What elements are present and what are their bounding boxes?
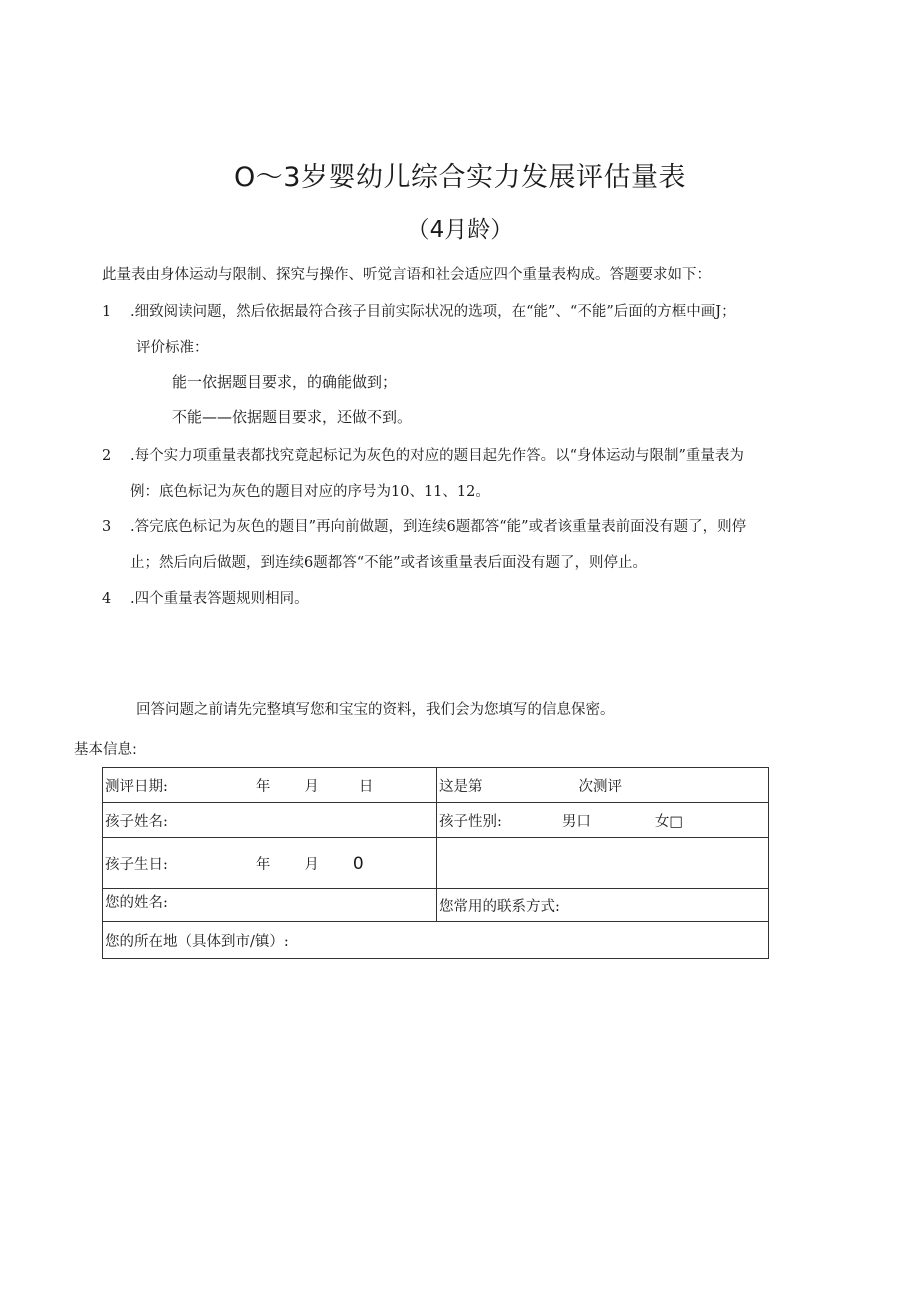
instruction-item-2-cont: 例：底色标记为灰色的题目对应的序号为10、11、12。 <box>130 484 490 500</box>
eval-date-label: 测评日期: <box>105 778 168 795</box>
item-text: .答完底色标记为灰色的题目”再向前做题，到连续6题都答“能”或者该重量表前面没有题了，则停 <box>130 519 747 535</box>
eval-count-cell[interactable] <box>437 768 769 803</box>
instruction-item-2 <box>102 444 744 465</box>
birth-label: 孩子生日: <box>105 856 168 873</box>
eval-date-cell[interactable] <box>103 768 437 803</box>
item-number: 4 <box>102 591 112 607</box>
gender-male-checkbox[interactable]: 男口 <box>561 813 591 830</box>
eval-count-prefix: 这是第 <box>439 778 483 795</box>
page-subtitle: （4月龄） <box>406 217 514 243</box>
child-gender-cell <box>437 803 769 838</box>
birth-month: 月 <box>304 856 319 873</box>
page-title: O～3岁婴幼儿综合实力发展评估量表 <box>234 162 686 193</box>
child-name-cell[interactable] <box>103 803 437 838</box>
criteria-cannot: 不能——依据题目要求，还做不到。 <box>172 408 413 426</box>
item-text: .四个重量表答题规则相同。 <box>130 591 309 607</box>
intro-text: 此量表由身体运动与限制、探究与操作、听觉言语和社会适应四个重量表构成。答题要求如下： <box>102 267 711 283</box>
item-number: 2 <box>102 448 112 464</box>
item-text: .每个实力项重量表都找究竟起标记为灰色的对应的题目起先作答。以“身体运动与限制”重量表为 <box>130 448 744 464</box>
item-text: .细致阅读问题，然后依据最符合孩子目前实际状况的选项，在“能”、“不能”后面的方框中画J； <box>130 304 736 320</box>
birth-year: 年 <box>255 856 271 873</box>
location-cell[interactable] <box>103 922 769 959</box>
eval-date-year: 年 <box>255 778 271 795</box>
instruction-item-1 <box>102 300 736 321</box>
eval-date-day: 日 <box>358 778 374 795</box>
child-gender-label: 孩子性别: <box>439 813 502 830</box>
eval-date-month: 月 <box>304 778 319 795</box>
location-label: 您的所在地（具体到市/镇）: <box>105 933 289 950</box>
instruction-item-3-cont: 止；然后向后做题，到连续6题都答“不能”或者该重量表后面没有题了，则停止。 <box>130 555 648 571</box>
item-number: 3 <box>102 519 112 535</box>
item-number: 1 <box>102 304 112 320</box>
parent-name-cell[interactable] <box>103 889 437 922</box>
basic-info-table <box>102 767 769 959</box>
birth-date-cell[interactable] <box>103 838 437 889</box>
privacy-notice: 回答问题之前请先完整填写您和宝宝的资料，我们会为您填写的信息保密。 <box>136 702 615 718</box>
eval-count-suffix: 次测评 <box>578 778 622 795</box>
gender-female-checkbox[interactable]: 女□ <box>654 813 684 830</box>
instruction-item-3 <box>102 515 746 536</box>
birth-day: 0 <box>352 853 364 874</box>
contact-cell[interactable] <box>437 889 769 922</box>
contact-label: 您常用的联系方式: <box>439 898 560 915</box>
empty-cell <box>437 838 769 889</box>
parent-name-label: 您的姓名: <box>105 895 168 911</box>
instruction-item-4 <box>102 587 309 608</box>
criteria-can: 能一依据题目要求，的确能做到； <box>172 373 398 391</box>
criteria-label: 评价标准： <box>136 340 209 356</box>
basic-info-label: 基本信息: <box>74 742 137 758</box>
child-name-label: 孩子姓名: <box>105 813 168 830</box>
